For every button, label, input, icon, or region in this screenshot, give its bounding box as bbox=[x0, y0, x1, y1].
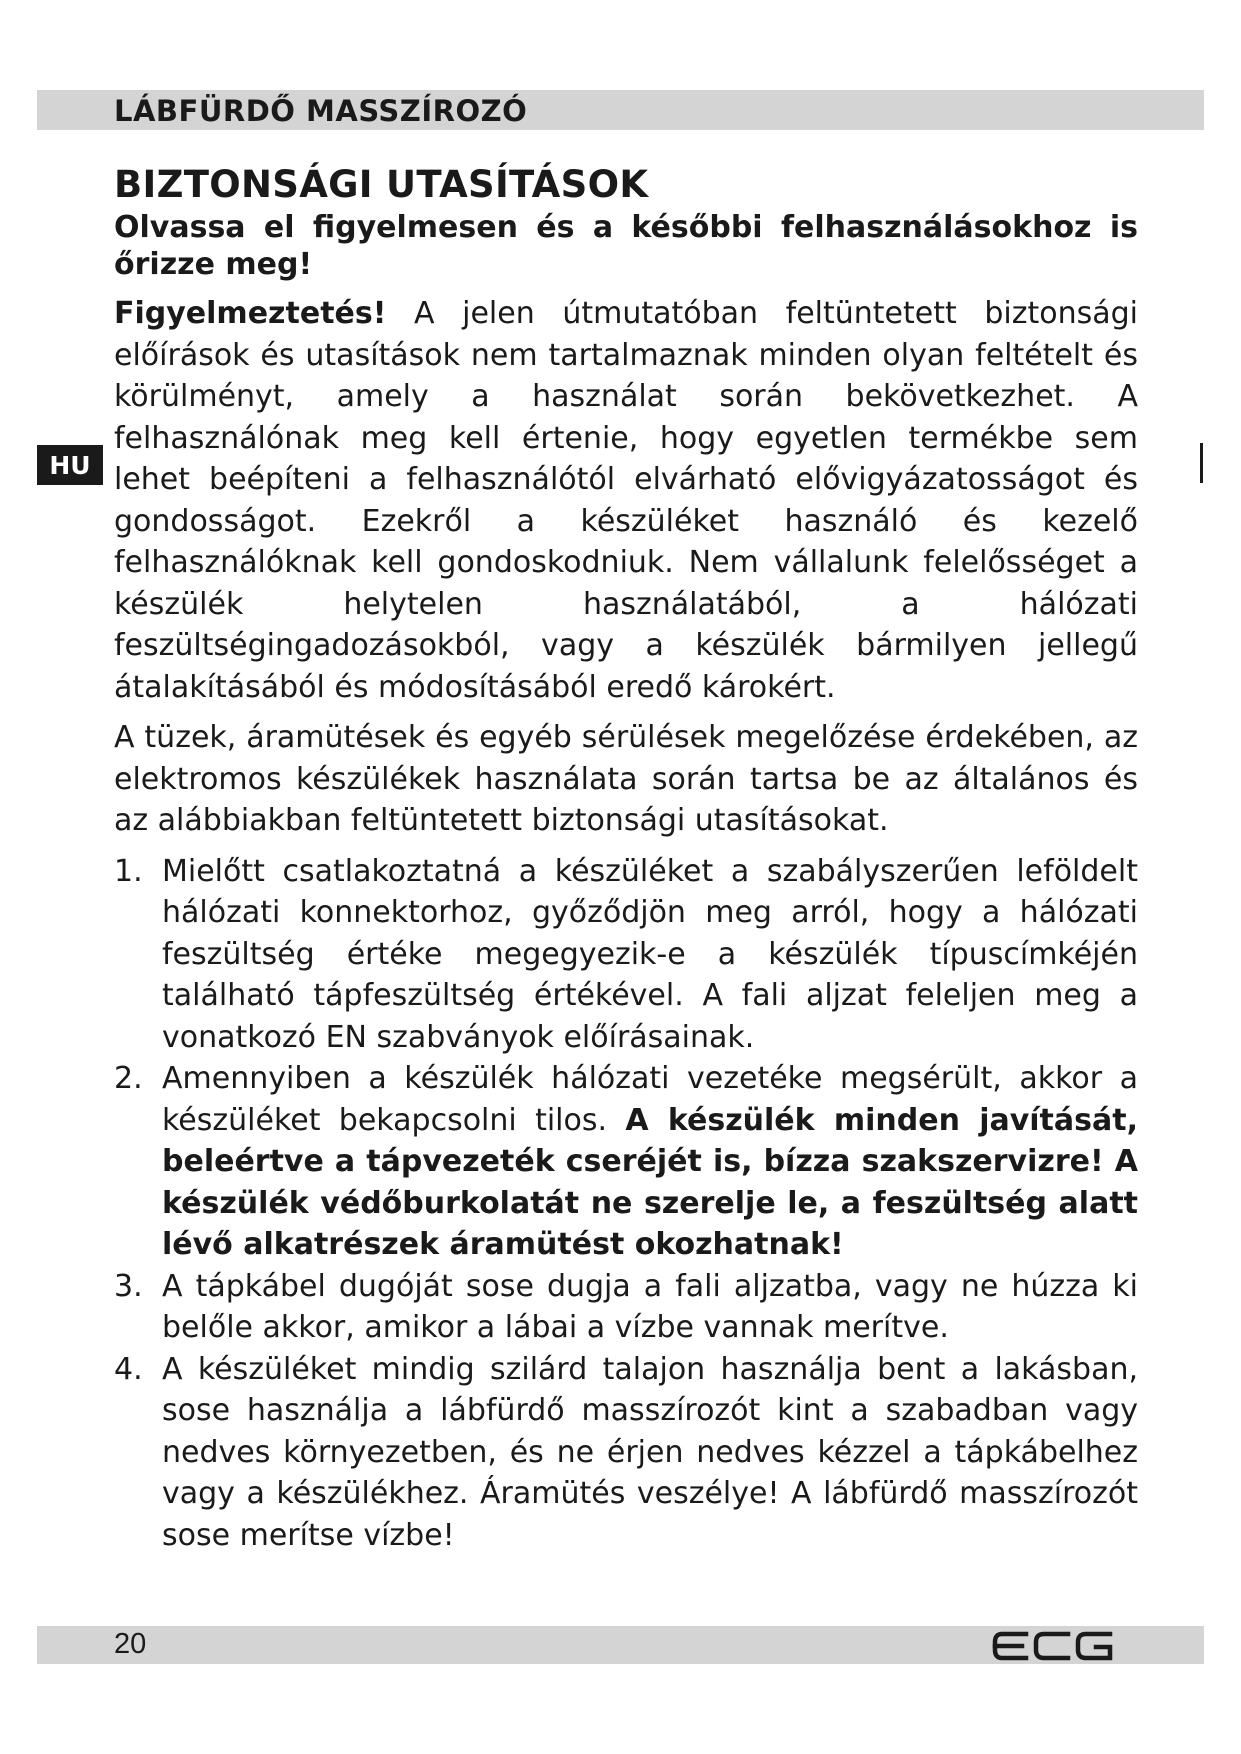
list-item bbox=[114, 1058, 1138, 1266]
list-item-text: A készüléket mindig szilárd talajon használja bent a lakásban, sose használja a lábfürdő masszírozót kint a szabadban vagy nedves környezetben, és ne érjen nedves kézzel a tápkábelhez vagy a készülékhez. Áramütés veszélye! A lábfürdő masszírozót sose merítse vízbe! bbox=[162, 1351, 1138, 1553]
language-tab: HU bbox=[37, 445, 103, 485]
warning-label: Figyelmeztetés! bbox=[114, 296, 387, 331]
instruction-list bbox=[114, 851, 1138, 1557]
list-item-number: 1. bbox=[114, 853, 143, 889]
list-item-number: 3. bbox=[114, 1268, 143, 1304]
warning-text: A jelen útmutatóban feltüntetett biztonsági előírások és utasítások nem tartalmaznak minden olyan feltételt és körülményt, amely a használat során bekövetkezhet. A felhasználónak meg kell értenie, hogy egyetlen termékbe sem lehet beépíteni a felhasználótól elvárható elővigyázatosságot és gondosságot. Ezekről a készüléket használó és kezelő felhasználóknak kell gondoskodniuk. Nem vállalunk felelősséget a készülék helytelen használatából, a hálózati feszültségingadozásokból, vagy a készülék bármilyen jellegű átalakításából és módosításából eredő károkért. bbox=[114, 296, 1138, 705]
section-title: BIZTONSÁGI UTASÍTÁSOK bbox=[114, 163, 649, 206]
margin-mark bbox=[1200, 443, 1203, 483]
list-item-text: A tápkábel dugóját sose dugja a fali aljzatba, vagy ne húzza ki belőle akkor, amikor a lábai a vízbe vannak merítve. bbox=[162, 1268, 1138, 1345]
list-item-number: 2. bbox=[114, 1061, 143, 1096]
page-number: 20 bbox=[114, 1628, 147, 1660]
intro-paragraph: A tüzek, áramütések és egyéb sérülések megelőzése érdekében, az elektromos készülékek használata során tartsa be az általános és az alábbiakban feltüntetett biztonsági utasításokat. bbox=[114, 720, 1138, 838]
warning-paragraph bbox=[114, 293, 1138, 708]
ecg-logo-icon bbox=[992, 1630, 1114, 1662]
list-item bbox=[114, 851, 1138, 1059]
list-item-text: Mielőtt csatlakoztatná a készüléket a szabályszerűen leföldelt hálózati konnektorhoz, győződjön meg arról, hogy a hálózati feszültség értéke megegyezik-e a készülék típuscímkéjén található tápfeszültség értékével. A fali aljzat feleljen meg a vonatkozó EN szabványok előírásainak. bbox=[162, 853, 1138, 1055]
page-content bbox=[114, 163, 1138, 1556]
list-item bbox=[114, 1266, 1138, 1349]
section-subtitle: Olvassa el figyelmesen és a későbbi felhasználásokhoz is őrizze meg! bbox=[114, 210, 1138, 282]
list-item-bold-text: A készülék minden javítását, beleértve a tápvezeték cseréjét is, bízza szakszervizre! A készülék védőburkolatát ne szerelje le, a feszültség alatt lévő alkatrészek áramütést okozhatnak! bbox=[162, 1102, 1138, 1262]
list-item-text: Amennyiben a készülék hálózati vezetéke megsérült, akkor a készüléket bekapcsolni tilos. bbox=[162, 1061, 1138, 1138]
list-item bbox=[114, 1349, 1138, 1557]
list-item-number: 4. bbox=[114, 1351, 143, 1387]
header-title: LÁBFÜRDŐ MASSZÍROZÓ bbox=[114, 94, 528, 128]
